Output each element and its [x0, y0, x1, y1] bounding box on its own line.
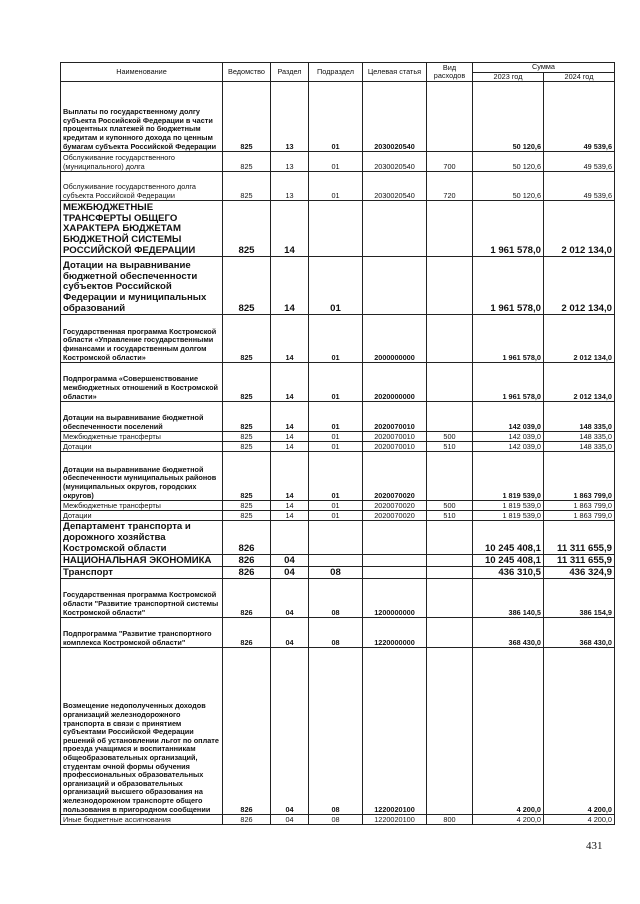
- cell-2023: 142 039,0: [473, 442, 544, 452]
- cell-podrazdel: [309, 521, 363, 555]
- cell-vedomstvo: 826: [223, 555, 271, 567]
- cell-razdel: 13: [271, 152, 309, 172]
- cell-2024: 4 200,0: [544, 815, 615, 825]
- cell-2024: 4 200,0: [544, 648, 615, 815]
- cell-vedomstvo: 825: [223, 172, 271, 201]
- cell-vid: [427, 402, 473, 432]
- cell-vid: [427, 579, 473, 618]
- cell-vedomstvo: 826: [223, 648, 271, 815]
- cell-razdel: 13: [271, 172, 309, 201]
- table-row: [61, 501, 615, 511]
- header-razdel: Раздел: [271, 63, 309, 82]
- cell-2023: 10 245 408,1: [473, 521, 544, 555]
- cell-2024: 49 539,6: [544, 82, 615, 152]
- cell-2023: 436 310,5: [473, 567, 544, 579]
- cell-2023: 10 245 408,1: [473, 555, 544, 567]
- cell-vedomstvo: 825: [223, 511, 271, 521]
- table-row: [61, 152, 615, 172]
- cell-target: [363, 521, 427, 555]
- cell-vedomstvo: 825: [223, 452, 271, 501]
- cell-2023: 368 430,0: [473, 618, 544, 648]
- cell-2023: 1 961 578,0: [473, 201, 544, 257]
- cell-2023: 50 120,6: [473, 172, 544, 201]
- cell-vid: 510: [427, 511, 473, 521]
- cell-vid: 500: [427, 432, 473, 442]
- table-row: [61, 511, 615, 521]
- cell-podrazdel: 01: [309, 172, 363, 201]
- cell-razdel: 04: [271, 555, 309, 567]
- cell-vedomstvo: 826: [223, 521, 271, 555]
- table-row: [61, 172, 615, 201]
- cell-name: Обслуживание государственного (муниципального) долга: [61, 152, 223, 172]
- cell-target: 2000000000: [363, 315, 427, 363]
- cell-name: Дотации на выравнивание бюджетной обеспеченности муниципальных районов (муниципальных округов, городских округов): [61, 452, 223, 501]
- cell-2024: 148 335,0: [544, 402, 615, 432]
- cell-2024: 2 012 134,0: [544, 315, 615, 363]
- cell-2023: 4 200,0: [473, 815, 544, 825]
- cell-razdel: 14: [271, 501, 309, 511]
- cell-2023: 1 819 539,0: [473, 511, 544, 521]
- cell-name: НАЦИОНАЛЬНАЯ ЭКОНОМИКА: [61, 555, 223, 567]
- cell-target: 2020070020: [363, 511, 427, 521]
- header-2023: 2023 год: [473, 72, 544, 82]
- cell-podrazdel: 08: [309, 567, 363, 579]
- cell-2024: 368 430,0: [544, 618, 615, 648]
- cell-2024: 49 539,6: [544, 172, 615, 201]
- cell-podrazdel: 01: [309, 432, 363, 442]
- table-row: [61, 521, 615, 555]
- cell-podrazdel: 01: [309, 442, 363, 452]
- cell-vedomstvo: 825: [223, 402, 271, 432]
- table-row: [61, 618, 615, 648]
- cell-target: 2020000000: [363, 363, 427, 402]
- cell-2023: 1 819 539,0: [473, 501, 544, 511]
- cell-podrazdel: 08: [309, 648, 363, 815]
- cell-2023: 50 120,6: [473, 82, 544, 152]
- cell-podrazdel: 01: [309, 82, 363, 152]
- table-row: [61, 363, 615, 402]
- cell-target: [363, 555, 427, 567]
- cell-name: Подпрограмма «Совершенствование межбюджетных отношений в Костромской области»: [61, 363, 223, 402]
- cell-vid: [427, 618, 473, 648]
- header-vedomstvo: Ведомство: [223, 63, 271, 82]
- cell-2024: 2 012 134,0: [544, 257, 615, 315]
- cell-2024: 1 863 799,0: [544, 511, 615, 521]
- page-number: 431: [586, 840, 603, 852]
- cell-vid: 510: [427, 442, 473, 452]
- cell-vedomstvo: 825: [223, 201, 271, 257]
- cell-vedomstvo: 826: [223, 815, 271, 825]
- cell-name: Департамент транспорта и дорожного хозяйства Костромской области: [61, 521, 223, 555]
- header-name: Наименование: [61, 63, 223, 82]
- cell-name: Подпрограмма "Развитие транспортного комплекса Костромской области": [61, 618, 223, 648]
- cell-vedomstvo: 825: [223, 442, 271, 452]
- cell-podrazdel: [309, 555, 363, 567]
- cell-podrazdel: 01: [309, 257, 363, 315]
- cell-name: Межбюджетные трансферты: [61, 432, 223, 442]
- cell-target: 2030020540: [363, 152, 427, 172]
- cell-vedomstvo: 825: [223, 315, 271, 363]
- cell-vid: [427, 521, 473, 555]
- cell-target: 1220020100: [363, 648, 427, 815]
- table-row: [61, 201, 615, 257]
- cell-target: 1220000000: [363, 618, 427, 648]
- cell-podrazdel: 01: [309, 501, 363, 511]
- cell-2023: 386 140,5: [473, 579, 544, 618]
- cell-razdel: 04: [271, 648, 309, 815]
- cell-razdel: 14: [271, 257, 309, 315]
- cell-vid: 700: [427, 152, 473, 172]
- cell-vedomstvo: 825: [223, 152, 271, 172]
- cell-target: [363, 257, 427, 315]
- cell-2023: 50 120,6: [473, 152, 544, 172]
- cell-target: 1200000000: [363, 579, 427, 618]
- cell-name: Государственная программа Костромской области «Управление государственными финансами и государственным долгом Костромской области»: [61, 315, 223, 363]
- cell-podrazdel: 01: [309, 452, 363, 501]
- cell-vid: 500: [427, 501, 473, 511]
- cell-target: 1220020100: [363, 815, 427, 825]
- cell-2024: 49 539,6: [544, 152, 615, 172]
- cell-name: Транспорт: [61, 567, 223, 579]
- table-row: [61, 815, 615, 825]
- cell-name: Государственная программа Костромской области "Развитие транспортной системы Костромской области": [61, 579, 223, 618]
- cell-razdel: 04: [271, 815, 309, 825]
- table-row: [61, 432, 615, 442]
- cell-vid: [427, 567, 473, 579]
- cell-razdel: 14: [271, 511, 309, 521]
- cell-2023: 1 961 578,0: [473, 315, 544, 363]
- cell-razdel: 14: [271, 442, 309, 452]
- table-row: [61, 567, 615, 579]
- cell-razdel: 13: [271, 82, 309, 152]
- cell-target: 2020070020: [363, 501, 427, 511]
- cell-2024: 1 863 799,0: [544, 501, 615, 511]
- table-row: [61, 555, 615, 567]
- cell-2023: 142 039,0: [473, 402, 544, 432]
- cell-podrazdel: 01: [309, 363, 363, 402]
- cell-name: Выплаты по государственному долгу субъекта Российской Федерации в части процентных платежей по бюджетным кредитам и купонного дохода по ценным бумагам субъекта Российской Федерации: [61, 82, 223, 152]
- cell-2023: 1 961 578,0: [473, 257, 544, 315]
- header-podrazdel: Подраздел: [309, 63, 363, 82]
- cell-2024: 11 311 655,9: [544, 521, 615, 555]
- cell-name: Дотации на выравнивание бюджетной обеспеченности поселений: [61, 402, 223, 432]
- cell-podrazdel: 01: [309, 152, 363, 172]
- cell-vedomstvo: 825: [223, 257, 271, 315]
- cell-vedomstvo: 825: [223, 501, 271, 511]
- cell-2024: 1 863 799,0: [544, 452, 615, 501]
- cell-razdel: 04: [271, 567, 309, 579]
- header-vid: Вид расходов: [427, 63, 473, 82]
- header-2024: 2024 год: [544, 72, 615, 82]
- budget-table-page: [60, 62, 614, 825]
- cell-target: 2020070010: [363, 432, 427, 442]
- cell-2023: 1 961 578,0: [473, 363, 544, 402]
- cell-name: Дотации: [61, 442, 223, 452]
- table-row: [61, 442, 615, 452]
- cell-target: 2020070010: [363, 442, 427, 452]
- cell-2024: 11 311 655,9: [544, 555, 615, 567]
- cell-vid: [427, 648, 473, 815]
- cell-name: Возмещение недополученных доходов организаций железнодорожного транспорта в связи с принятием субъектами Российской Федерации решений об установлении льгот по оплате проезда учащимся и воспитанникам общеобразовательных организаций, студентам очной формы обучения профессиональных образовательных организаций и образовательных организаций высшего образования на железнодорожном транспорте общего пользования в пригородном сообщении: [61, 648, 223, 815]
- cell-name: Межбюджетные трансферты: [61, 501, 223, 511]
- budget-table: [60, 62, 615, 825]
- cell-vid: [427, 201, 473, 257]
- table-row: [61, 82, 615, 152]
- cell-razdel: 14: [271, 363, 309, 402]
- cell-2024: 386 154,9: [544, 579, 615, 618]
- cell-podrazdel: 08: [309, 618, 363, 648]
- cell-2023: 4 200,0: [473, 648, 544, 815]
- cell-name: Дотации: [61, 511, 223, 521]
- cell-vid: 720: [427, 172, 473, 201]
- cell-target: 2020070010: [363, 402, 427, 432]
- table-row: [61, 402, 615, 432]
- cell-name: Иные бюджетные ассигнования: [61, 815, 223, 825]
- cell-vid: 800: [427, 815, 473, 825]
- cell-vedomstvo: 826: [223, 618, 271, 648]
- cell-2024: 148 335,0: [544, 432, 615, 442]
- cell-name: МЕЖБЮДЖЕТНЫЕ ТРАНСФЕРТЫ ОБЩЕГО ХАРАКТЕРА БЮДЖЕТАМ БЮДЖЕТНОЙ СИСТЕМЫ РОССИЙСКОЙ ФЕДЕРАЦИИ: [61, 201, 223, 257]
- cell-vid: [427, 363, 473, 402]
- cell-target: 2020070020: [363, 452, 427, 501]
- cell-2024: 2 012 134,0: [544, 201, 615, 257]
- cell-razdel: 14: [271, 452, 309, 501]
- cell-podrazdel: 01: [309, 315, 363, 363]
- cell-2023: 142 039,0: [473, 432, 544, 442]
- cell-podrazdel: 01: [309, 402, 363, 432]
- cell-target: [363, 201, 427, 257]
- cell-vid: [427, 257, 473, 315]
- cell-vid: [427, 315, 473, 363]
- cell-podrazdel: 08: [309, 815, 363, 825]
- cell-vedomstvo: 825: [223, 82, 271, 152]
- header-target: Целевая статья: [363, 63, 427, 82]
- cell-vedomstvo: 825: [223, 432, 271, 442]
- cell-podrazdel: 01: [309, 511, 363, 521]
- cell-razdel: 14: [271, 432, 309, 442]
- cell-podrazdel: 08: [309, 579, 363, 618]
- cell-2024: 2 012 134,0: [544, 363, 615, 402]
- cell-razdel: 04: [271, 579, 309, 618]
- cell-vedomstvo: 826: [223, 579, 271, 618]
- cell-vid: [427, 452, 473, 501]
- cell-razdel: [271, 521, 309, 555]
- cell-target: 2030020540: [363, 172, 427, 201]
- cell-vid: [427, 555, 473, 567]
- cell-razdel: 04: [271, 618, 309, 648]
- cell-razdel: 14: [271, 315, 309, 363]
- table-row: [61, 579, 615, 618]
- cell-podrazdel: [309, 201, 363, 257]
- cell-vid: [427, 82, 473, 152]
- cell-target: [363, 567, 427, 579]
- cell-razdel: 14: [271, 402, 309, 432]
- table-row: [61, 648, 615, 815]
- cell-2024: 436 324,9: [544, 567, 615, 579]
- cell-razdel: 14: [271, 201, 309, 257]
- cell-vedomstvo: 825: [223, 363, 271, 402]
- cell-vedomstvo: 826: [223, 567, 271, 579]
- cell-2023: 1 819 539,0: [473, 452, 544, 501]
- table-row: [61, 257, 615, 315]
- header-sum: Сумма: [473, 63, 615, 73]
- cell-name: Дотации на выравнивание бюджетной обеспеченности субъектов Российской Федерации и муниципальных образований: [61, 257, 223, 315]
- cell-2024: 148 335,0: [544, 442, 615, 452]
- cell-name: Обслуживание государственного долга субъекта Российской Федерации: [61, 172, 223, 201]
- table-row: [61, 315, 615, 363]
- cell-target: 2030020540: [363, 82, 427, 152]
- table-row: [61, 452, 615, 501]
